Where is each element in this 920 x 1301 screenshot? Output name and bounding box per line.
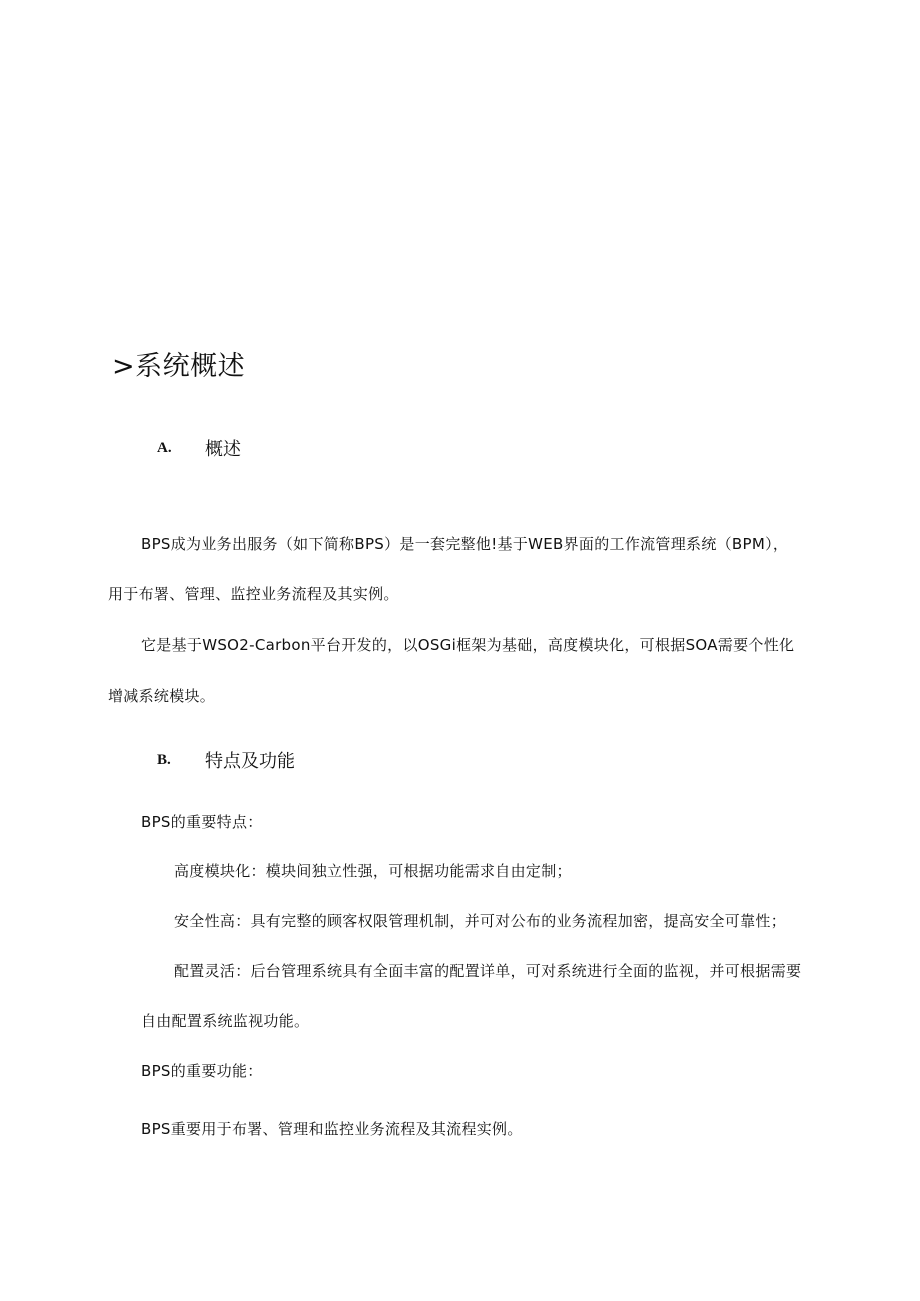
chapter-marker: >	[112, 351, 136, 382]
features-heading: BPS的重要特点：	[141, 813, 263, 831]
chapter-title-text: 系统概述	[135, 351, 246, 382]
section-b-letter: B.	[157, 752, 171, 768]
feature-item: 配置灵活：后台管理系统具有全面丰富的配置详单，可对系统进行全面的监视，并可根据需要	[174, 962, 802, 980]
functions-text: BPS重要用于布署、管理和监控业务流程及其流程实例。	[141, 1120, 523, 1138]
paragraph-2-line-2: 增减系统模块。	[108, 687, 216, 705]
paragraph-2-line-1: 它是基于WSO2-Carbon平台开发的，以OSGi框架为基础，高度模块化，可根据SOA需要个性化	[141, 636, 795, 654]
section-a-title: 概述	[205, 439, 241, 460]
paragraph-1-line-1: BPS成为业务出服务（如下简称BPS）是一套完整他!基于WEB界面的工作流管理系统（BPM），	[141, 535, 789, 553]
section-b-title: 特点及功能	[205, 751, 295, 772]
feature-continuation: 自由配置系统监视功能。	[141, 1012, 310, 1030]
feature-item: 安全性高：具有完整的顾客权限管理机制，并可对公布的业务流程加密，提高安全可靠性；	[174, 912, 787, 930]
functions-heading: BPS的重要功能：	[141, 1062, 263, 1080]
paragraph-1-line-2: 用于布署、管理、监控业务流程及其实例。	[108, 585, 399, 603]
feature-item: 高度模块化：模块间独立性强，可根据功能需求自由定制；	[174, 862, 572, 880]
chapter-title	[112, 344, 245, 383]
section-a-letter: A.	[157, 440, 172, 456]
